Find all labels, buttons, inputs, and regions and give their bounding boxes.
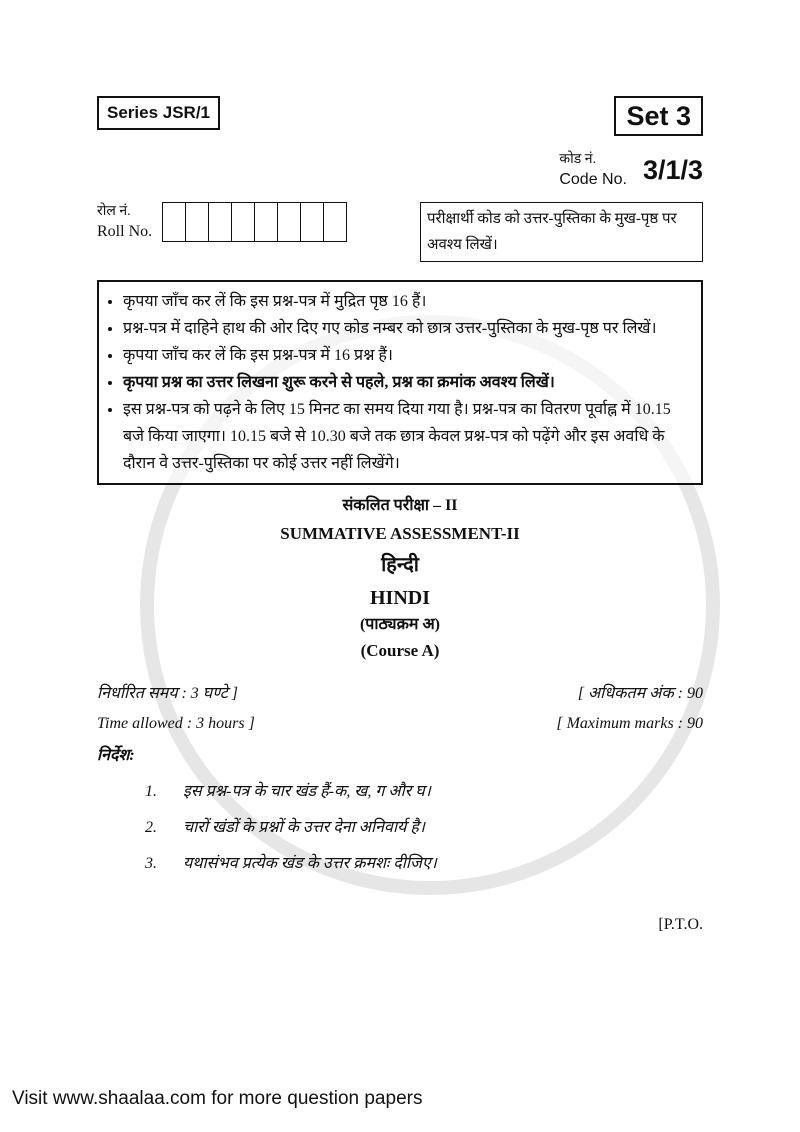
- roll-digit-box[interactable]: [324, 203, 346, 241]
- direction-number: 1.: [145, 783, 157, 801]
- pto-label: [P.T.O.: [658, 916, 703, 934]
- max-marks-hindi: [ अधिकतम अंक : 90: [577, 685, 703, 703]
- subject-hindi: हिन्दी: [381, 553, 419, 576]
- direction-number: 2.: [145, 819, 157, 837]
- roll-digit-box[interactable]: [255, 203, 278, 241]
- roll-row: [97, 202, 703, 262]
- exam-title-hindi: संकलित परीक्षा – II: [342, 497, 458, 515]
- page-content: [97, 96, 703, 934]
- code-labels: [559, 150, 627, 190]
- direction-item: [145, 852, 703, 876]
- subject: HINDI: [369, 586, 430, 609]
- meta-row: [97, 712, 703, 736]
- course-hindi: (पाठ्यक्रम अ): [359, 615, 441, 633]
- code-row: [97, 150, 703, 190]
- course: (Course A): [360, 640, 440, 660]
- set-label: Set 3: [614, 96, 703, 136]
- direction-text: चारों खंडों के प्रश्नों के उत्तर देना अनिवार्य है।: [183, 819, 425, 837]
- series-label: Series JSR/1: [97, 96, 220, 130]
- header-row: [97, 96, 703, 136]
- roll-digit-box[interactable]: [186, 203, 209, 241]
- direction-item: [145, 816, 703, 840]
- direction-text: यथासंभव प्रत्येक खंड के उत्तर क्रमशः दीजिए।: [183, 855, 437, 873]
- instructions-box: [97, 280, 703, 485]
- code-notice: परीक्षार्थी कोड को उत्तर-पुस्तिका के मुख-पृष्ठ पर अवश्य लिखें।: [420, 202, 703, 262]
- roll-label: Roll No.: [97, 223, 153, 241]
- instruction-item: • प्रश्न-पत्र में दाहिने हाथ की ओर दिए गए कोड नम्बर को छात्र उत्तर-पुस्तिका के मुख-पृष्ठ पर लिखें।: [123, 315, 693, 342]
- direction-number: 3.: [145, 855, 157, 873]
- roll-label-hindi: रोल नं.: [97, 204, 131, 220]
- direction-text: इस प्रश्न-पत्र के चार खंड हैं-क, ख, ग और घ।: [183, 783, 431, 801]
- footer-link-text[interactable]: Visit www.shaalaa.com for more question papers: [12, 1088, 423, 1110]
- code-number: 3/1/3: [642, 155, 703, 186]
- instruction-item: • कृपया जाँच कर लें कि इस प्रश्न-पत्र में 16 प्रश्न हैं।: [123, 342, 693, 369]
- roll-digit-box[interactable]: [209, 203, 232, 241]
- time-allowed: Time allowed : 3 hours ]: [97, 715, 255, 733]
- roll-digit-box[interactable]: [278, 203, 301, 241]
- roll-digit-box[interactable]: [301, 203, 324, 241]
- instruction-item: • इस प्रश्न-पत्र को पढ़ने के लिए 15 मिनट का समय दिया गया है। प्रश्न-पत्र का वितरण पूर्वाह्न में 10.15 बजे किया जाएगा। 10.15 बजे से 10.30 बजे तक छात्र केवल प्रश्न-पत्र को पढ़ेंगे और इस अवधि के दौरान वे उत्तर-पुस्तिका पर कोई उत्तर नहीं लिखेंगे।: [123, 396, 693, 477]
- meta-row-hindi: [97, 682, 703, 706]
- direction-item: [145, 780, 703, 804]
- roll-number-group: [97, 202, 347, 242]
- roll-digit-box[interactable]: [163, 203, 186, 241]
- time-allowed-hindi: निर्धारित समय : 3 घण्टे ]: [97, 685, 238, 703]
- exam-title: SUMMATIVE ASSESSMENT-II: [280, 523, 520, 543]
- roll-labels: [97, 202, 152, 242]
- roll-digit-box[interactable]: [232, 203, 255, 241]
- instruction-item: • कृपया जाँच कर लें कि इस प्रश्न-पत्र में मुद्रित पृष्ठ 16 हैं।: [123, 288, 693, 315]
- instruction-item: • कृपया प्रश्न का उत्तर लिखना शुरू करने से पहले, प्रश्न का क्रमांक अवश्य लिखें।: [123, 369, 693, 396]
- roll-number-boxes[interactable]: [162, 202, 347, 242]
- max-marks: [ Maximum marks : 90: [556, 715, 703, 733]
- code-label: Code No.: [559, 171, 627, 189]
- directions-heading: निर्देश:: [97, 747, 135, 765]
- code-label-hindi: कोड नं.: [559, 152, 596, 168]
